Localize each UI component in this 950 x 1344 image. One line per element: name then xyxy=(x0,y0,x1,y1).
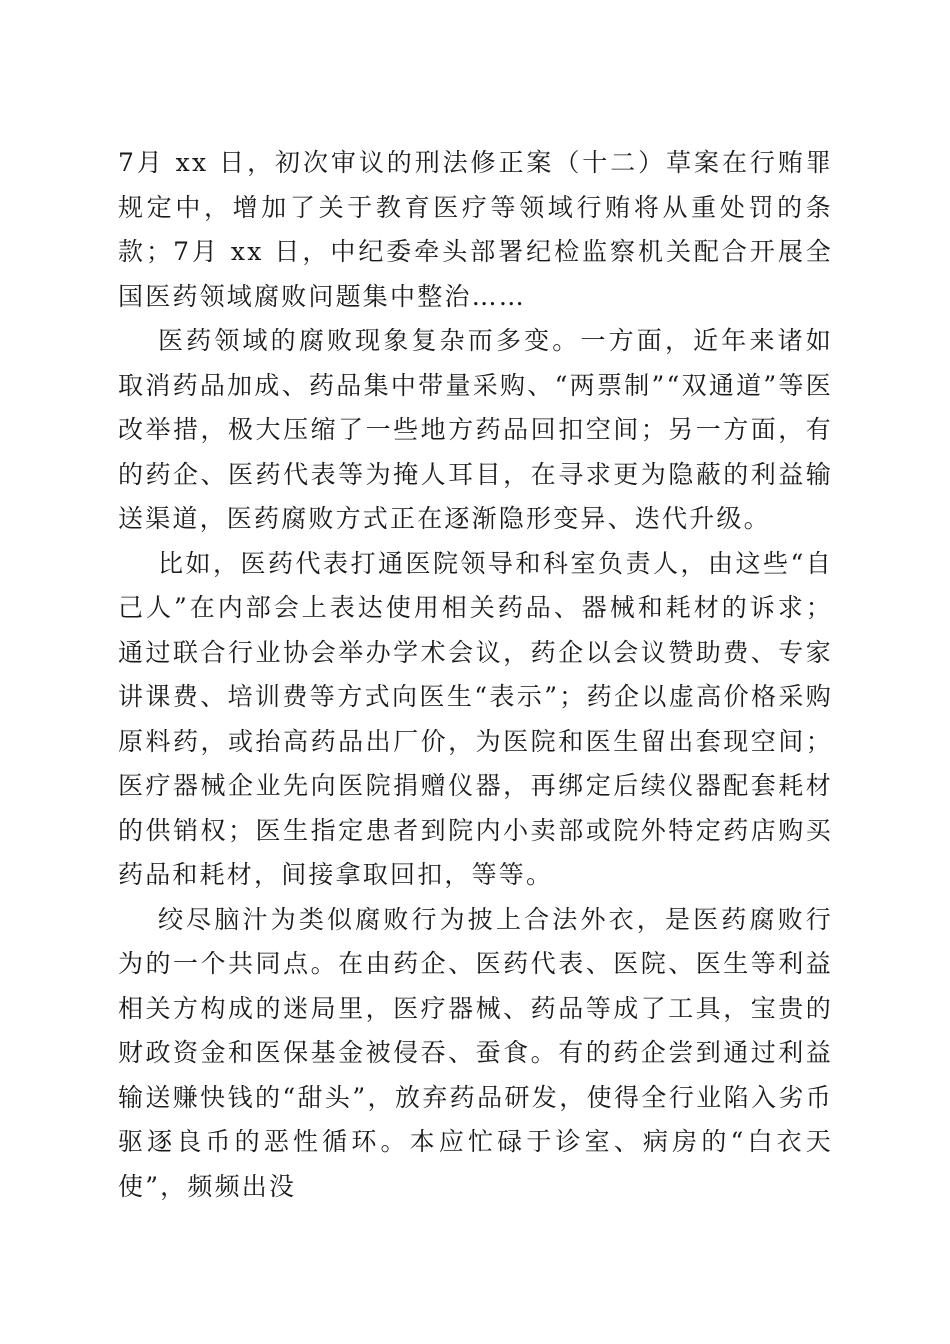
paragraph-3: 比如，医药代表打通医院领导和科室负责人，由这些“自己人”在内部会上表达使用相关药品、器械和耗材的诉求；通过联合行业协会举办学术会议，药企以会议赞助费、专家讲课费、培训费等方式向医生“表示”；药企以虚高价格采购原料药，或抬高药品出厂价，为医院和医生留出套现空间；医疗器械企业先向医院捐赠仪器，再绑定后续仪器配套耗材的供销权；医生指定患者到院内小卖部或院外特定药店购买药品和耗材，间接拿取回扣，等等。 xyxy=(118,548,833,889)
paragraph-1: 7月 xx 日，初次审议的刑法修正案（十二）草案在行贿罪规定中，增加了关于教育医疗等领域行贿将从重处罚的条款；7月 xx 日，中纪委牵头部署纪检监察机关配合开展全国医药领域腐败问题集中整治…… xyxy=(118,148,833,311)
paragraph-2: 医药领域的腐败现象复杂而多变。一方面，近年来诸如取消药品加成、药品集中带量采购、“两票制”“双通道”等医改举措，极大压缩了一些地方药品回扣空间；另一方面，有的药企、医药代表等为掩人耳目，在寻求更为隐蔽的利益输送渠道，医药腐败方式正在逐渐隐形变异、迭代升级。 xyxy=(118,326,833,533)
body-text xyxy=(118,141,833,1209)
paragraph-4: 绞尽脑汁为类似腐败行为披上合法外衣，是医药腐败行为的一个共同点。在由药企、医药代表、医院、医生等利益相关方构成的迷局里，医疗器械、药品等成了工具，宝贵的财政资金和医保基金被侵吞、蚕食。有的药企尝到通过利益输送赚快钱的“甜头”，放弃药品研发，使得全行业陷入劣币驱逐良币的恶性循环。本应忙碌于诊室、病房的“白衣天使”，频频出没 xyxy=(118,904,833,1201)
